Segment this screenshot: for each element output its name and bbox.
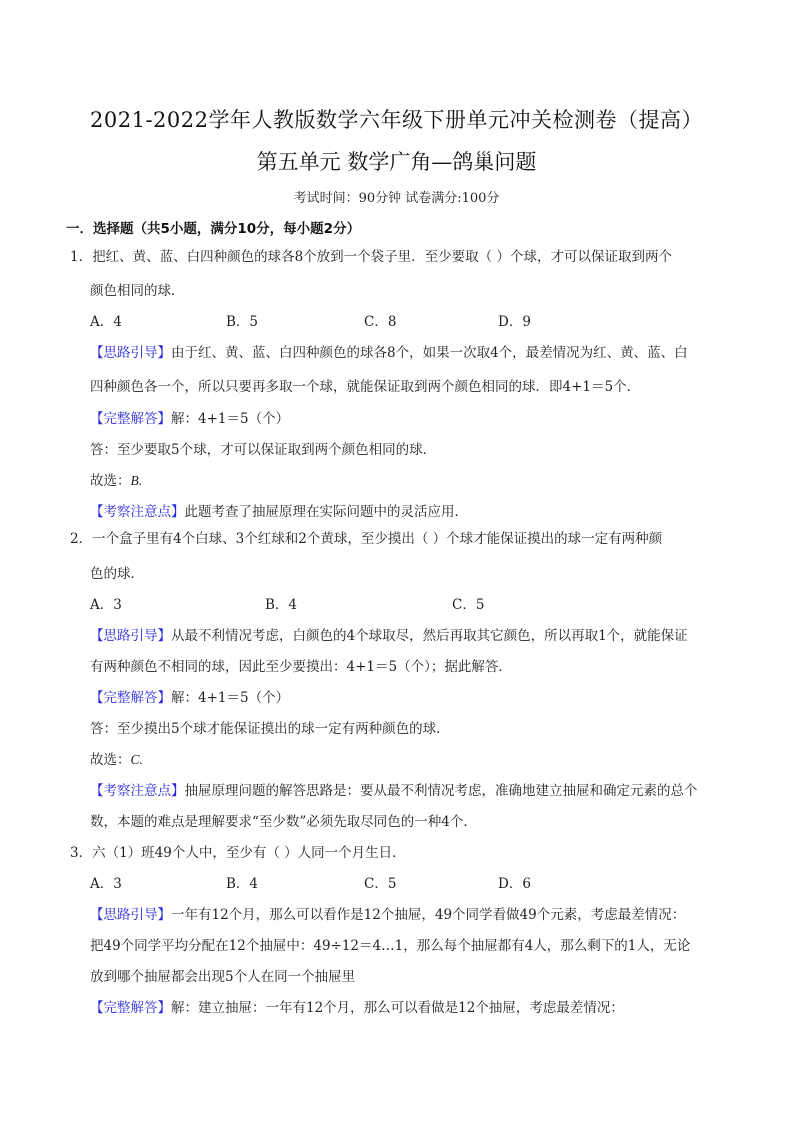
question-3-hint — [90, 906, 685, 924]
question-text: 把红、黄、蓝、白四种颜色的球各8个放到一个袋子里．至少要取（ ）个球，才可以保证取到两个 — [92, 249, 672, 265]
option-a: A．3 — [90, 876, 122, 892]
question-3-hint-cont-2: 放到哪个抽屉都会出现5个人在同一个抽屉里 — [90, 969, 356, 985]
note-text: 抽屉原理问题的解答思路是：要从最不利情况考虑，准确地建立抽屉和确定元素的总个 — [184, 783, 698, 799]
option-b: B．4 — [265, 597, 298, 613]
question-2-choice — [90, 751, 143, 769]
question-1-solution — [90, 410, 289, 428]
question-2-hint-cont: 有两种颜色不相同的球，因此至少要摸出：4+1＝5（个）；据此解答． — [90, 659, 512, 675]
section-heading: 一．选择题（共5小题，满分10分，每小题2分） — [66, 221, 361, 237]
choice-prefix: 故选： — [90, 752, 131, 768]
hint-text: 一年有12个月，那么可以看作是12个抽屉，49个同学看做49个元素，考虑最差情况： — [171, 907, 686, 923]
hint-label: 【思路引导】 — [90, 345, 171, 361]
question-1-answer — [90, 441, 436, 459]
hint-label: 【思路引导】 — [90, 628, 171, 644]
question-3-stem — [70, 844, 406, 862]
question-2-hint — [90, 627, 688, 645]
hint-text: 从最不利情况考虑，白颜色的4个球取尽，然后再取其它颜色，所以再取1个，就能保证 — [171, 628, 688, 644]
question-1-note — [90, 503, 468, 521]
question-2-answer — [90, 720, 450, 738]
solution-text: 解：4+1＝5（个） — [171, 411, 290, 427]
question-3-hint-cont: 把49个同学平均分配在12个抽屉中：49÷12＝4…1，那么每个抽屉都有4人，那么剩下的1人，无论 — [90, 938, 691, 954]
question-2-note-cont: 数，本题的难点是理解要求“至少数”必须先取尽同色的一种4个． — [90, 814, 477, 830]
option-d: D．9 — [498, 314, 531, 330]
solution-text: 解：建立抽屉：一年有12个月，那么可以看做是12个抽屉，考虑最差情况： — [171, 1000, 624, 1016]
choice-prefix: 故选： — [90, 473, 131, 489]
question-text: 六（1）班49个人中，至少有（ ）人同一个月生日． — [92, 845, 406, 861]
question-number: 3． — [70, 845, 93, 861]
question-number: 2． — [70, 531, 93, 547]
choice-value: B. — [130, 473, 143, 488]
option-b: B．4 — [226, 876, 259, 892]
option-c: C．8 — [364, 314, 397, 330]
answer-prefix: 答： — [90, 442, 117, 458]
option-a: A．3 — [90, 597, 122, 613]
solution-text: 解：4+1＝5（个） — [171, 690, 290, 706]
question-number: 1． — [70, 249, 93, 265]
question-1-hint-cont: 四种颜色各一个，所以只要再多取一个球，就能保证取到两个颜色相同的球．即4+1＝5个． — [90, 379, 641, 395]
option-d: D．6 — [498, 876, 531, 892]
hint-text: 由于红、黄、蓝、白四种颜色的球各8个，如果一次取4个，最差情况为红、黄、蓝、白 — [171, 345, 688, 361]
exam-meta: 考试时间：90分钟 试卷满分:100分 — [293, 191, 500, 206]
note-text: 此题考查了抽屉原理在实际问题中的灵活应用． — [184, 504, 468, 520]
choice-value: C. — [130, 752, 143, 767]
hint-label: 【思路引导】 — [90, 907, 171, 923]
option-c: C．5 — [364, 876, 397, 892]
question-1-choice — [90, 472, 142, 490]
question-1-stem-cont: 颜色相同的球． — [90, 283, 185, 299]
note-label: 【考察注意点】 — [90, 783, 185, 799]
answer-text: 至少摸出5个球才能保证摸出的球一定有两种颜色的球． — [117, 721, 450, 737]
answer-text: 至少要取5个球，才可以保证取到两个颜色相同的球． — [117, 442, 437, 458]
document-title: 2021-2022学年人教版数学六年级下册单元冲关检测卷（提高） — [90, 108, 703, 132]
solution-label: 【完整解答】 — [90, 411, 171, 427]
option-c: C．5 — [452, 597, 485, 613]
question-2-solution — [90, 689, 289, 707]
note-label: 【考察注意点】 — [90, 504, 185, 520]
question-1-stem — [70, 248, 672, 266]
question-2-stem-cont: 色的球． — [90, 566, 144, 582]
document-subtitle: 第五单元 数学广角—鸽巢问题 — [256, 150, 537, 174]
answer-prefix: 答： — [90, 721, 117, 737]
question-2-stem — [70, 530, 662, 548]
solution-label: 【完整解答】 — [90, 1000, 171, 1016]
question-1-hint — [90, 344, 688, 362]
option-a: A．4 — [90, 314, 122, 330]
question-text: 一个盒子里有4个白球、3个红球和2个黄球，至少摸出（ ）个球才能保证摸出的球一定有两种颜 — [92, 531, 663, 547]
option-b: B．5 — [226, 314, 259, 330]
question-3-solution — [90, 999, 624, 1017]
solution-label: 【完整解答】 — [90, 690, 171, 706]
question-2-note — [90, 782, 698, 800]
